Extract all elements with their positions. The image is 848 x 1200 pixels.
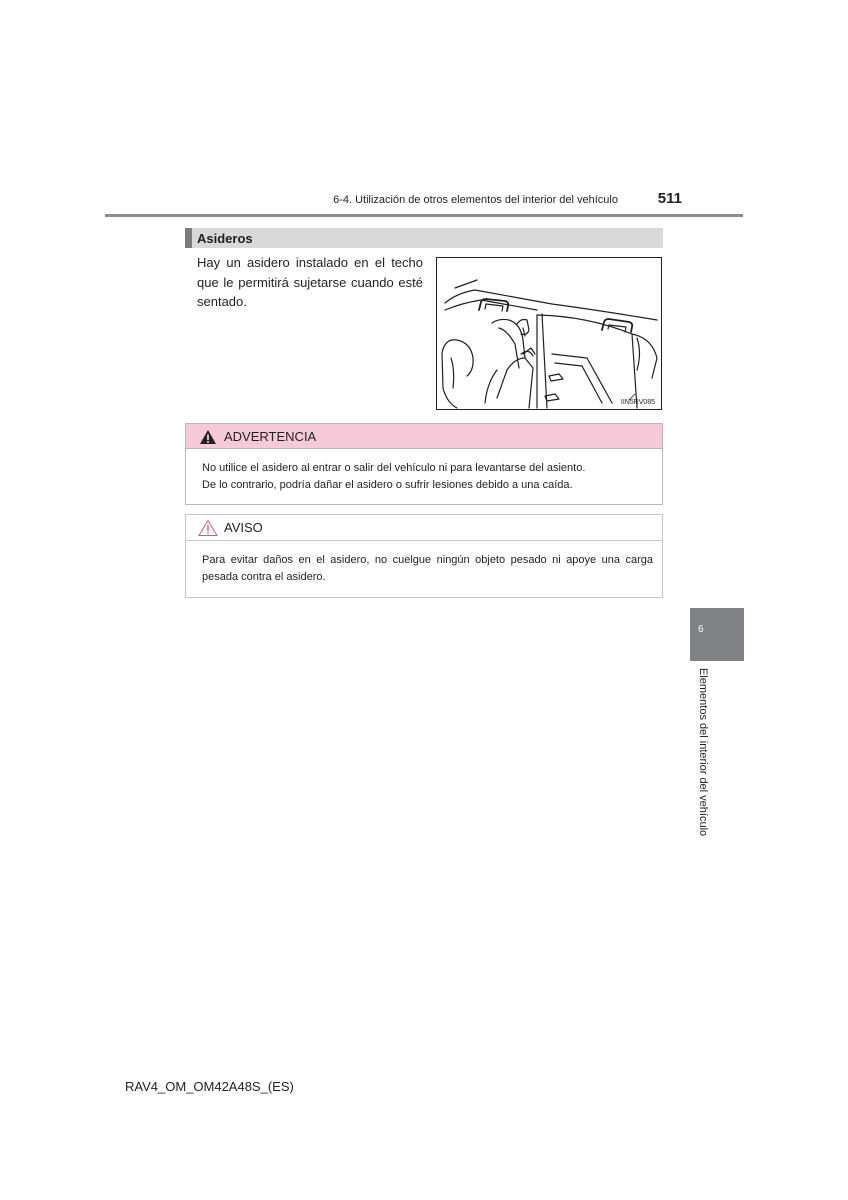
notice-header [186, 515, 662, 541]
chapter-header-title: 6-4. Utilización de otros elementos del interior del vehículo [333, 194, 618, 206]
chapter-tab-number: 6 [698, 624, 704, 635]
header-rule [105, 214, 743, 217]
section-title: Asideros [197, 231, 253, 246]
notice-title: AVISO [224, 520, 263, 535]
warning-title: ADVERTENCIA [224, 429, 317, 444]
car-interior-drawing [437, 258, 663, 411]
illustration-code: IIN5RV085 [620, 399, 655, 406]
warning-line: No utilice el asidero al entrar o salir del vehículo ni para levantarse del asiento. [202, 462, 586, 474]
chapter-tab-label: Elementos del interior del vehículo [697, 668, 709, 837]
caution-icon [198, 519, 218, 537]
warning-line: De lo contrario, podría dañar el asidero o sufrir lesiones debido a una caída. [202, 478, 573, 491]
section-heading-bar [185, 228, 192, 248]
section-heading [185, 228, 663, 248]
page-number: 511 [657, 190, 682, 207]
warning-header [186, 424, 662, 449]
notice-text: Para evitar daños en el asidero, no cuelgue ningún objeto pesado ni apoye una carga pesada contra el asidero. [202, 554, 653, 583]
footer-doc-code: RAV4_OM_OM42A48S_(ES) [125, 1079, 294, 1094]
notice-box [185, 514, 663, 598]
section-body-text: Hay un asidero instalado en el techo que le permitirá sujetarse cuando esté sentado. [197, 255, 423, 309]
warning-icon [199, 429, 217, 445]
assist-grip-illustration [436, 257, 662, 410]
warning-text [202, 460, 650, 493]
chapter-tab [690, 608, 744, 661]
warning-box [185, 423, 663, 505]
